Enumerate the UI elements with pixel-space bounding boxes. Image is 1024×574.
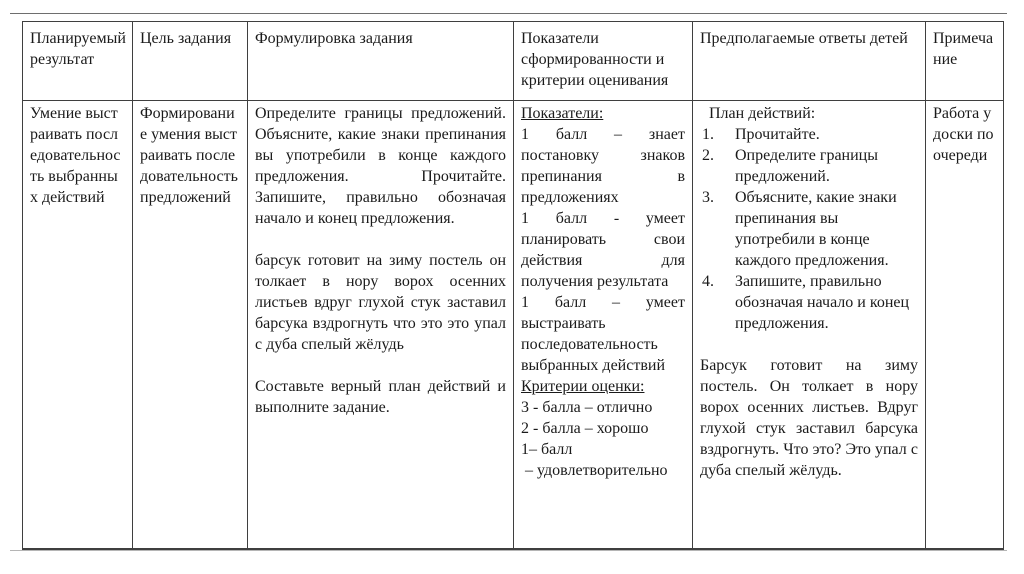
action-plan-title: План действий: xyxy=(709,105,816,122)
cell-expected-answers xyxy=(693,101,926,549)
task-final-instruction: Составьте верный план действий и выполните задание. xyxy=(255,378,506,416)
table-header-row xyxy=(23,22,1004,101)
task-exercise-text: барсук готовит на зиму постель он толкает в нору ворох осенних листьев вдруг глухой стук заставил барсука вздрогнуть что это это упал с дуба спелый жёлудь xyxy=(255,252,506,353)
action-plan-step: Прочитайте. xyxy=(735,126,820,143)
bottom-rule-line xyxy=(10,550,1007,551)
action-plan-step: Запишите, правильно обозначая начало и конец предложения. xyxy=(735,273,910,332)
criteria-item: 2 - балла – хорошо xyxy=(521,420,649,437)
header-indicators-criteria: Показатели сформированности и критерии оценивания xyxy=(514,22,693,101)
indicator-item: 1 балл – знает постановку знаков препинания в предложениях xyxy=(521,126,685,206)
criteria-title: Критерии оценки: xyxy=(521,378,645,395)
cell-task-goal: Формирование умения выстраивать последовательность предложений xyxy=(133,101,248,549)
table-body-row xyxy=(23,101,1004,549)
criteria-item: 3 - балла – отлично xyxy=(521,399,653,416)
criteria-item: – удовлетворительно xyxy=(525,462,668,479)
action-plan-step: Объясните, какие знаки препинания вы употребили в конце каждого предложения. xyxy=(735,189,897,269)
header-task-formulation: Формулировка задания xyxy=(248,22,514,101)
lesson-plan-table xyxy=(22,21,1004,550)
corrected-text-paragraph: Барсук готовит на зиму постель. Он толкает в нору ворох осенних листьев. Вдруг глухой стук заставил барсука вздрогнуть. Что это? Это упал с дуба спелый жёлудь. xyxy=(700,357,918,479)
cell-task-formulation xyxy=(248,101,514,549)
action-plan-list xyxy=(700,124,918,334)
header-task-goal: Цель задания xyxy=(133,22,248,101)
action-plan-step: Определите границы предложений. xyxy=(735,147,878,185)
indicator-item: 1 балл – умеет выстраивать последовательность выбранных действий xyxy=(521,294,685,374)
header-note: Примечание xyxy=(926,22,1004,101)
task-instructions: Определите границы предложений. Объясните, какие знаки препинания вы употребили в конце каждого предложения. Прочитайте. Запишите, правильно обозначая начало и конец предложения. xyxy=(255,105,506,227)
indicator-item: 1 балл - умеет планировать свои действия для получения результата xyxy=(521,210,685,290)
cell-note: Работа у доски по очереди xyxy=(926,101,1004,549)
cell-indicators-criteria xyxy=(514,101,693,549)
header-expected-answers: Предполагаемые ответы детей xyxy=(693,22,926,101)
criteria-item: 1– балл xyxy=(521,441,573,458)
indicators-title: Показатели: xyxy=(521,105,604,122)
top-rule-line xyxy=(10,13,1007,14)
header-planned-result: Планируемый результат xyxy=(23,22,133,101)
cell-planned-result: Умение выстраивать последовательность выбранных действий xyxy=(23,101,133,549)
